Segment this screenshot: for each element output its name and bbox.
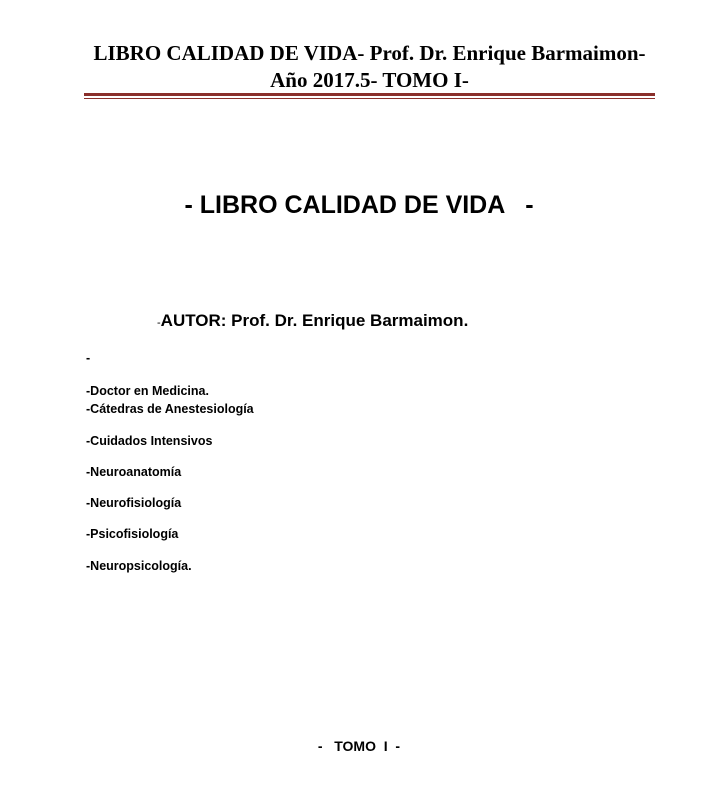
credential-item: -Cuidados Intensivos [86, 434, 213, 448]
header-rule-thick [84, 93, 655, 96]
running-header-line-2: Año 2017.5- TOMO I- [270, 68, 469, 92]
author-line [157, 311, 468, 331]
credential-item: -Psicofisiología [86, 527, 179, 541]
credential-item: -Neurofisiología [86, 496, 182, 510]
header-rule-thin [84, 98, 655, 99]
author-text: AUTOR: Prof. Dr. Enrique Barmaimon. [160, 311, 469, 330]
credential-item: -Doctor en Medicina. [86, 384, 209, 398]
credential-item: -Neuropsicología. [86, 559, 192, 573]
credential-item: - [86, 351, 91, 365]
running-header [84, 40, 655, 94]
author-prefix: - [157, 317, 161, 329]
running-header-line-1: LIBRO CALIDAD DE VIDA- Prof. Dr. Enrique Barmaimon- [93, 41, 646, 65]
volume-footer: - TOMO I - [317, 738, 401, 754]
document-title: - LIBRO CALIDAD DE VIDA - [184, 191, 534, 219]
credential-item: -Cátedras de Anestesiología [86, 402, 254, 416]
credential-item: -Neuroanatomía [86, 465, 182, 479]
